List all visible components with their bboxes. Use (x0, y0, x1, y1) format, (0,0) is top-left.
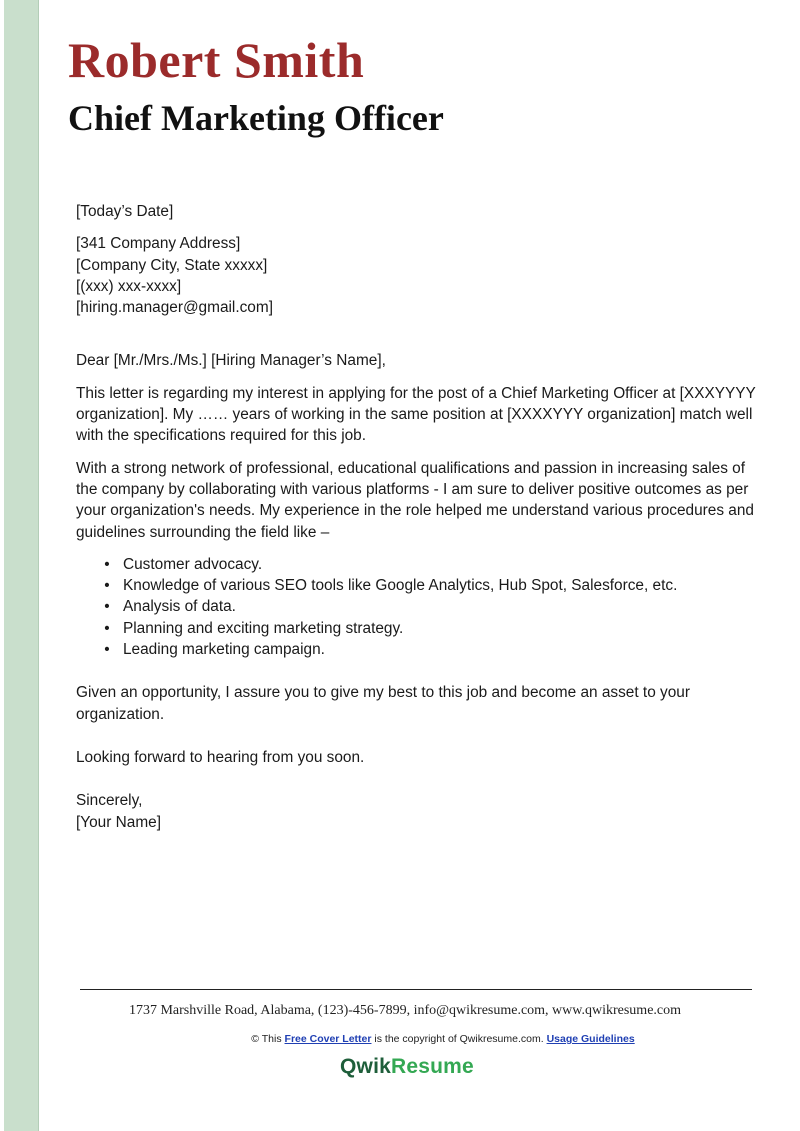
recipient-address (76, 233, 756, 318)
bullet-icon: • (104, 619, 110, 637)
applicant-name: Robert Smith (68, 32, 365, 88)
copyright-middle: is the copyright of Qwikresume.com. (374, 1033, 544, 1045)
address-line: [Company City, State xxxxx] (76, 256, 268, 274)
paragraph-interest: This letter is regarding my interest in applying for the post of a Chief Marketing Officer at [XXXYYYY organization]. My …… years of working in the same position at [XXXXYYY organization] match well with the specifications required for this job. (76, 384, 756, 445)
resume-header (68, 30, 768, 140)
address-line: [hiring.manager@gmail.com] (76, 299, 273, 317)
closing: Sincerely, (76, 792, 143, 810)
paragraph-opportunity: Given an opportunity, I assure you to give my best to this job and become an asset to your organization. (76, 684, 690, 723)
list-item (76, 618, 756, 639)
footer-divider (80, 989, 752, 990)
copyright-prefix: © This (251, 1033, 282, 1045)
signature: [Your Name] (76, 813, 161, 831)
address-line: [(xxx) xxx-xxxx] (76, 277, 182, 295)
footer-contact-line: 1737 Marshville Road, Alabama, (123)-456-7899, info@qwikresume.com, www.qwikresume.com (128, 1003, 682, 1018)
list-item (76, 575, 756, 596)
bullet-icon: • (104, 555, 110, 573)
list-item-text: Analysis of data. (123, 598, 236, 616)
list-item (76, 639, 756, 660)
paragraph-closing: Looking forward to hearing from you soon. (76, 748, 365, 766)
list-item-text: Customer advocacy. (123, 555, 263, 573)
copyright-notice (0, 1033, 800, 1045)
usage-guidelines-link[interactable]: Usage Guidelines (546, 1033, 635, 1045)
decorative-side-bar (4, 0, 39, 1131)
bullet-icon: • (104, 577, 110, 595)
paragraph-qualifications: With a strong network of professional, educational qualifications and passion in increasing sales of the company by collaborating with various platforms - I am sure to deliver positive outcomes as per your organization's needs. My experience in the role helped me understand various procedures and guidelines surrounding the field like – (76, 459, 754, 541)
bullet-icon: • (104, 641, 110, 659)
letter-date: [Today’s Date] (76, 203, 174, 220)
free-cover-letter-link[interactable]: Free Cover Letter (284, 1033, 372, 1045)
qwikresume-logo[interactable] (340, 1055, 474, 1079)
list-item (76, 554, 756, 575)
address-line: [341 Company Address] (76, 235, 241, 253)
logo-part-qwik: Qwik (340, 1055, 391, 1078)
letter-body (76, 201, 756, 833)
job-title: Chief Marketing Officer (68, 98, 444, 138)
skills-list (76, 554, 756, 660)
list-item-text: Planning and exciting marketing strategy. (123, 619, 404, 637)
bullet-icon: • (104, 598, 110, 616)
salutation: Dear [Mr./Mrs./Ms.] [Hiring Manager’s Name], (76, 352, 386, 370)
list-item-text: Leading marketing campaign. (123, 641, 325, 659)
list-item (76, 596, 756, 617)
logo-part-resume: Resume (390, 1055, 474, 1078)
list-item-text: Knowledge of various SEO tools like Google Analytics, Hub Spot, Salesforce, etc. (123, 577, 678, 595)
